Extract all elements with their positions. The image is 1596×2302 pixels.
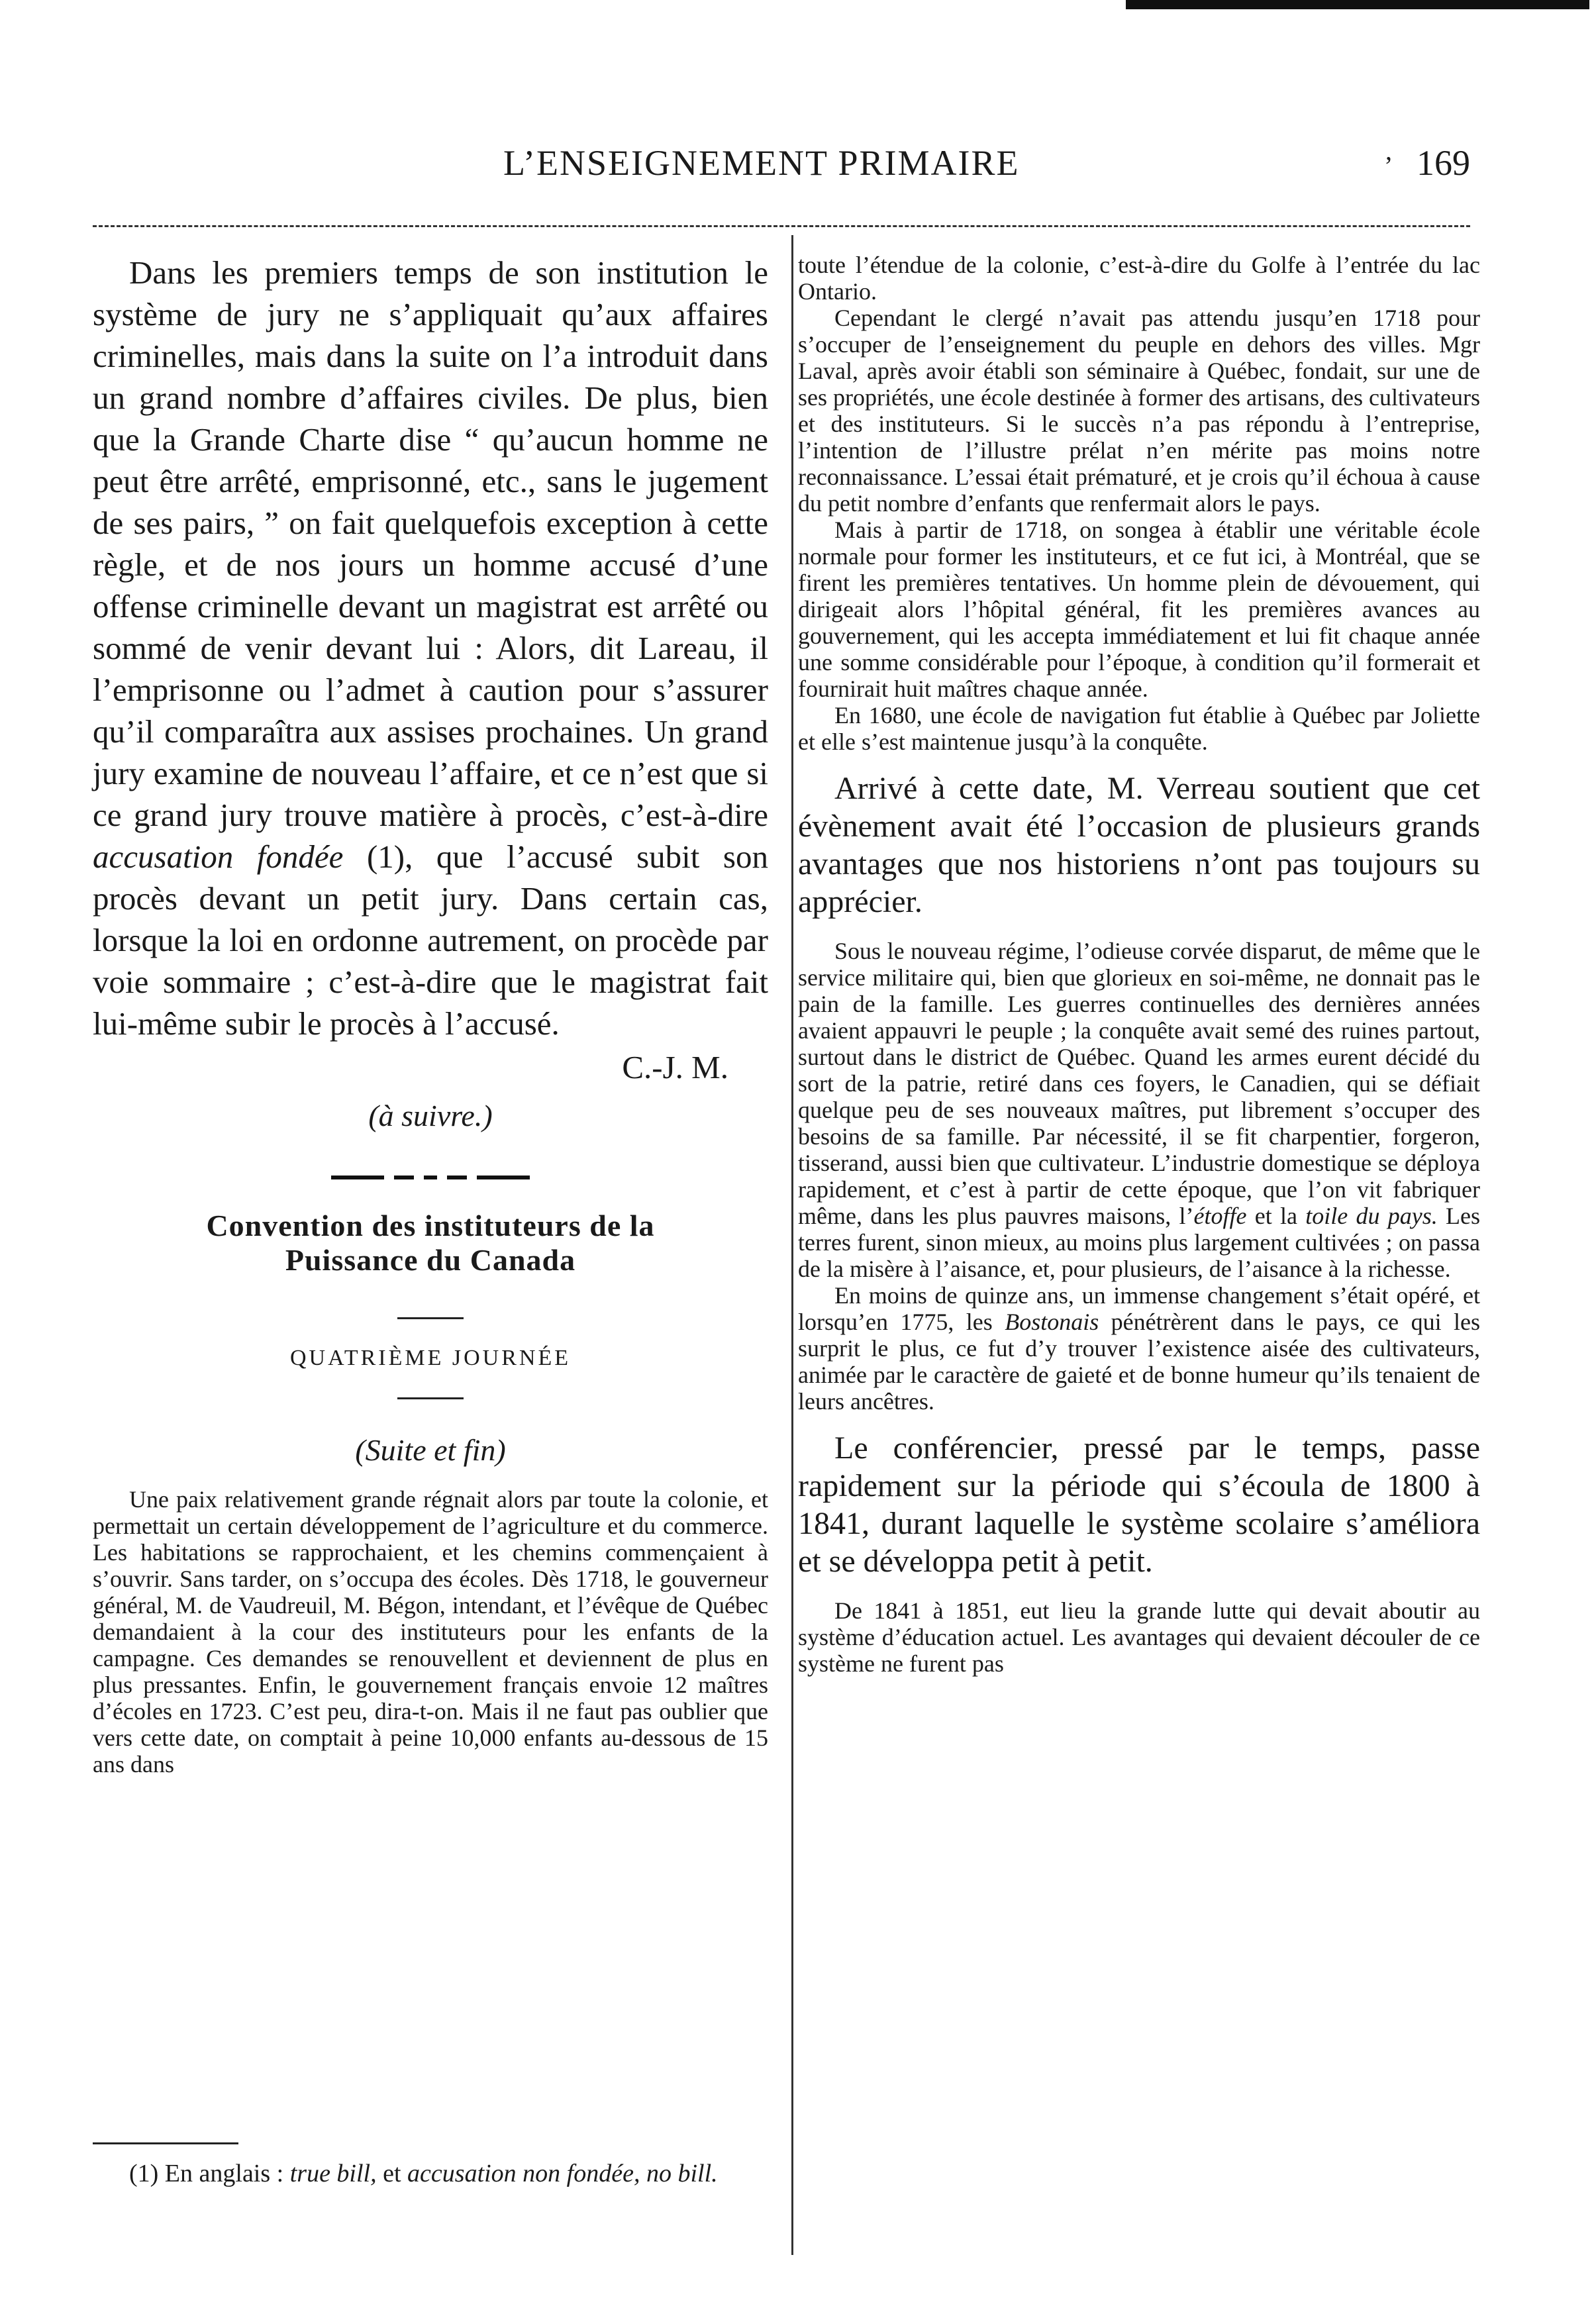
short-rule [397,1397,464,1399]
paragraph [798,938,1480,1282]
section-title [93,1209,768,1277]
section-title-line: Puissance du Canada [285,1243,576,1277]
page-header [93,142,1470,195]
paragraph-text: Dans les premiers temps de son institution le système de jury ne s’appliquait qu’aux affaires criminelles, mais dans la suite on l’a introduit dans un grand nombre d’affaires civiles. De plus, bien que la Grande Charte dise “ qu’aucun homme ne peut être arrêté, emprisonné, etc., sans le jugement de ses pairs, ” on fait quelquefois exception à cette règle, et de nos jours un homme accusé d’une offense criminelle devant un magistrat est arrêté ou sommé de venir devant lui : Alors, dit Lareau, il l’emprisonne ou l’admet à caution pour s’assurer qu’il comparaîtra aux assises prochaines. Un grand jury examine de nouveau l’affaire, et ce n’est que si ce grand jury trouve matière à procès, c’est-à-dire [93,254,768,833]
section-title-line: Convention des instituteurs de la [206,1209,655,1242]
right-column [798,252,1480,1677]
footnote [93,2159,768,2188]
footnote-italic: true bill, [289,2160,377,2187]
short-rule [397,1317,464,1319]
subsection-heading: QUATRIÈME JOURNÉE [289,1346,572,1370]
suite-note: (Suite et fin) [355,1433,506,1467]
italic-term: accusation fondée [93,838,344,875]
ornament-divider [331,1173,530,1182]
paragraph-text: Les terres furent, sinon mieux, au moins plus largement cultivées ; on passa de la misère à l’aisance, et, pour plusieurs, de l’aisance à la richesse. [798,1203,1480,1282]
paragraph-text: pénétrèrent dans le pays, ce qui les surprit le plus, ce fut d’y trouver l’existence aisée des cultivateurs, animée par le caractère de gaieté et de bonne humeur qu’ils tenaient de leurs ancêtres. [798,1309,1480,1415]
paragraph [93,252,768,1044]
paragraph-text: En moins de quinze ans, un immense changement s’était opéré, et lorsqu’en 1775, les [798,1282,1480,1335]
running-title: L’ENSEIGNEMENT PRIMAIRE [503,143,1020,183]
footnote-text: (1) En anglais : [129,2160,290,2187]
paragraph [798,1282,1480,1415]
footnote-italic: accusation non fondée, no bill. [407,2160,718,2187]
author-signature: C.-J. M. [622,1049,728,1085]
paragraph-text: Sous le nouveau régime, l’odieuse corvée disparut, de même que le service militaire qui, bien que glorieux en soi-même, ne donnait pas le pain de la famille. Les guerres continuelles des dernières années avaient appauvri le peuple ; la conquête avait semé des ruines partout, surtout dans le district de Québec. Quand les armes eurent décidé du sort de la patrie, retiré dans ces foyers, le Canadien, qui se défiait quelque peu de ses nouveaux maîtres, put librement s’occuper des besoins de sa famille. Par nécessité, il se fit charpentier, forgeron, tisserand, aussi bien que cultivateur. L’industrie domestique se déploya rapidement, et c’est à partir de cette époque, que l’on vit fabriquer même, dans les plus pauvres maisons, l’ [798,938,1480,1229]
footnote-rule [93,2142,238,2144]
paragraph-text: et la [1246,1203,1306,1229]
header-mark: ʼ [1384,151,1393,181]
italic-term: Bostonais [1005,1309,1099,1335]
paragraph: toute l’étendue de la colonie, c’est-à-dire du Golfe à l’entrée du lac Ontario. [798,252,1480,305]
header-rule [93,225,1470,227]
column-divider [791,235,793,2255]
page-number: 169 [1417,143,1470,183]
italic-term: toile du pays. [1305,1203,1438,1229]
footnote-text: et [376,2160,408,2187]
paragraph: De 1841 à 1851, eut lieu la grande lutte qui devait aboutir au système d’éducation actuel. Les avantages qui devaient découler de ce système ne furent pas [798,1597,1480,1677]
paragraph: Le conférencier, pressé par le temps, passe rapidement sur la période qui s’écoula de 1800 à 1841, durant laquelle le système scolaire s’améliora et se développa petit à petit. [798,1430,1480,1579]
paragraph: Cependant le clergé n’avait pas attendu jusqu’en 1718 pour s’occuper de l’enseignement du peuple en dehors des villes. Mgr Laval, après avoir établi son séminaire à Québec, fondait, sur une de ses propriétés, une école destinée à former des artisans, des cultivateurs et des instituteurs. Si le succès n’a pas répondu à l’entreprise, l’intention de l’illustre prélat n’en mérite pas moins notre reconnaissance. L’essai était prématuré, et je crois qu’il échoua à cause du petit nombre d’enfants que renfermait alors le pays. [798,305,1480,517]
paragraph-text: (1), que l’accusé subit son procès devant un petit jury. Dans certain cas, lorsque la loi en ordonne autrement, on procède par voie sommaire ; c’est-à-dire que le magistrat fait lui-même subir le procès à l’accusé. [93,838,768,1042]
top-edge-bar [1126,0,1589,9]
paragraph: En 1680, une école de navigation fut établie à Québec par Joliette et elle s’est maintenue jusqu’à la conquête. [798,702,1480,755]
continued-note: (à suivre.) [368,1099,493,1132]
paragraph: Une paix relativement grande régnait alors par toute la colonie, et permettait un certain développement de l’agriculture et du commerce. Les habitations se rapprochaient, et les chemins commençaient à s’ouvrir. Sans tarder, on s’occupa des écoles. Dès 1718, le gouverneur général, M. de Vaudreuil, M. Bégon, intendant, et l’évêque de Québec demandaient à la cour des instituteurs pour les enfants de la campagne. Ces demandes se renouvellent et deviennent de plus en plus pressantes. Enfin, le gouvernement français envoie 12 maîtres d’écoles en 1723. C’est peu, dira-t-on. Mais il ne faut pas oublier que vers cette date, on comptait à peine 10,000 enfants au-dessous de 15 ans dans [93,1486,768,1777]
left-column [93,252,768,1777]
paragraph: Arrivé à cette date, M. Verreau soutient que cet évènement avait été l’occasion de plusieurs grands avantages que nos historiens n’ont pas toujours su apprécier. [798,771,1480,919]
paragraph: Mais à partir de 1718, on songea à établir une véritable école normale pour former les instituteurs, et ce fut ici, à Montréal, que se firent les premières tentatives. Un homme plein de dévouement, qui dirigeait alors l’hôpital général, fit les premières avances au gouvernement, qui les accepta immédiatement et lui fit chaque année une somme considérable pour l’époque, à condition qu’il formerait et fournirait huit maîtres chaque année. [798,517,1480,702]
italic-term: étoffe [1193,1203,1247,1229]
